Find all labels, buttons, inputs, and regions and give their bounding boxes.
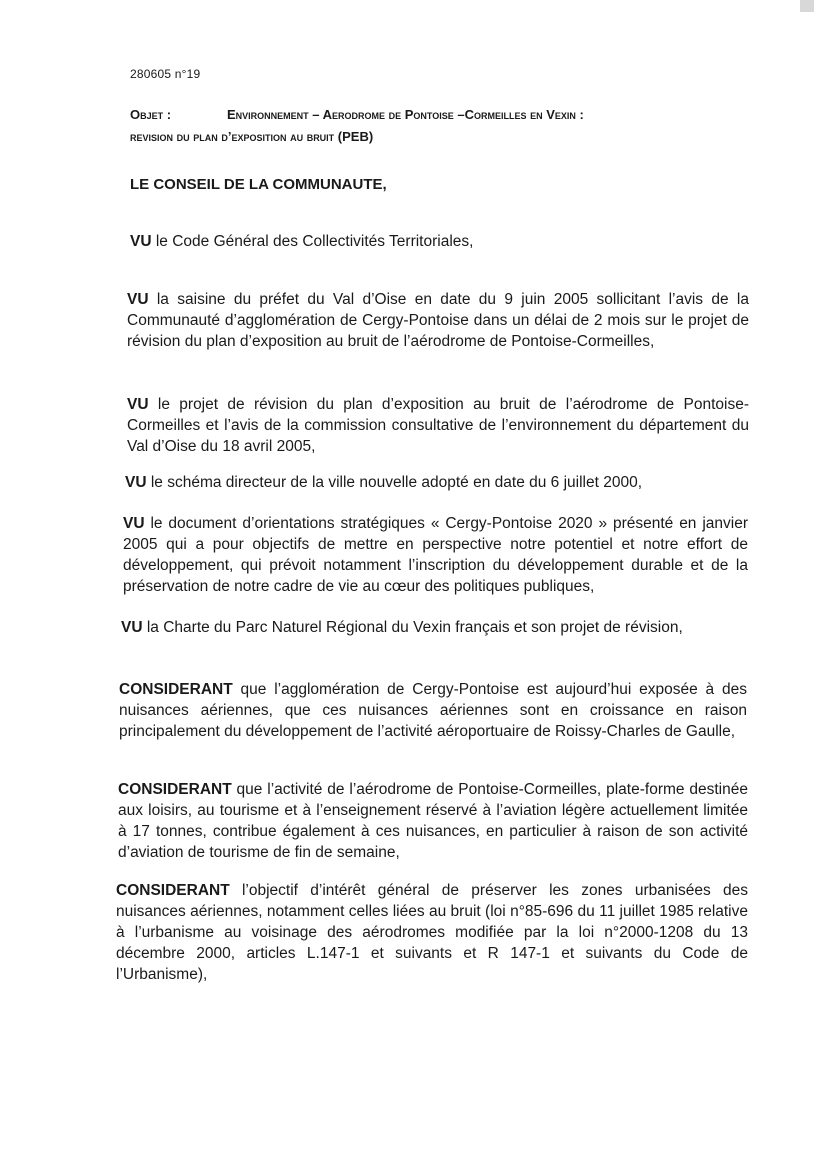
paragraph-lead: CONSIDERANT <box>119 681 233 698</box>
paragraph-lead: VU <box>127 396 149 413</box>
paragraph-text: le projet de révision du plan d’exposition au bruit de l’aérodrome de Pontoise-Cormeilles et l’avis de la commission consultative de l’environnement du département du Val d’Oise du 18 avril 2005, <box>127 396 749 455</box>
paragraph-vu-2 <box>127 289 749 352</box>
subject-block <box>130 104 740 148</box>
paragraph-vu-4 <box>125 472 750 493</box>
paragraph-lead: CONSIDERANT <box>116 882 230 899</box>
paragraph-considerant-1 <box>119 679 747 742</box>
paragraph-lead: VU <box>125 474 147 491</box>
subject-line-1: Environnement – Aerodrome de Pontoise –Cormeilles en Vexin : <box>227 107 584 122</box>
paragraph-vu-6 <box>121 617 746 638</box>
paragraph-vu-5 <box>123 513 748 597</box>
subject-label: Objet : <box>130 107 172 122</box>
paragraph-lead: CONSIDERANT <box>118 781 232 798</box>
paragraph-vu-3 <box>127 394 749 457</box>
paragraph-text: l’objectif d’intérêt général de préserver les zones urbanisées des nuisances aériennes, notamment celles liées au bruit (loi n°85-696 du 11 juillet 1985 relative à l’urbanisme au voisinage des aérodromes modifiée par la loi n°2000-1208 du 13 décembre 2000, articles L.147-1 et suivants et R 147-1 et suivants du Code de l’Urbanisme), <box>116 882 748 983</box>
document-reference: 280605 n°19 <box>130 67 201 81</box>
scan-mark <box>800 0 814 12</box>
subject-line-2: revision du plan d’exposition au bruit (PEB) <box>130 129 374 144</box>
paragraph-lead: VU <box>121 619 143 636</box>
paragraph-text: le schéma directeur de la ville nouvelle adopté en date du 6 juillet 2000, <box>146 474 643 491</box>
council-heading: LE CONSEIL DE LA COMMUNAUTE, <box>130 176 387 193</box>
paragraph-text: la saisine du préfet du Val d’Oise en date du 9 juin 2005 sollicitant l’avis de la Communauté d’agglomération de Cergy-Pontoise dans un délai de 2 mois sur le projet de révision du plan d’exposition au bruit de l’aérodrome de Pontoise-Cormeilles, <box>127 291 749 350</box>
paragraph-text: la Charte du Parc Naturel Régional du Vexin français et son projet de révision, <box>142 619 683 636</box>
paragraph-considerant-2 <box>118 779 748 863</box>
paragraph-considerant-3 <box>116 880 748 985</box>
paragraph-text: le Code Général des Collectivités Territoriales, <box>151 233 474 250</box>
paragraph-text: que l’activité de l’aérodrome de Pontoise-Cormeilles, plate-forme destinée aux loisirs, au tourisme et à l’enseignement réservé à l’aviation légère actuellement limitée à 17 tonnes, contribue également à ces nuisances, en particulier à raison de son activité d’aviation de tourisme de fin de semaine, <box>118 781 748 861</box>
paragraph-lead: VU <box>127 291 149 308</box>
paragraph-text: le document d’orientations stratégiques « Cergy-Pontoise 2020 » présenté en janvier 2005 qui a pour objectifs de mettre en perspective notre potentiel et notre effort de développement, qui prévoit notamment l’inscription du développement durable et de la préservation de notre cadre de vie au cœur des politiques publiques, <box>123 515 748 595</box>
paragraph-vu-1 <box>130 231 750 252</box>
paragraph-lead: VU <box>123 515 145 532</box>
paragraph-lead: VU <box>130 233 152 250</box>
paragraph-text: que l’agglomération de Cergy-Pontoise est aujourd’hui exposée à des nuisances aériennes, que ces nuisances aériennes sont en croissance en raison principalement du développement de l’activité aéroportuaire de Roissy-Charles de Gaulle, <box>119 681 747 740</box>
